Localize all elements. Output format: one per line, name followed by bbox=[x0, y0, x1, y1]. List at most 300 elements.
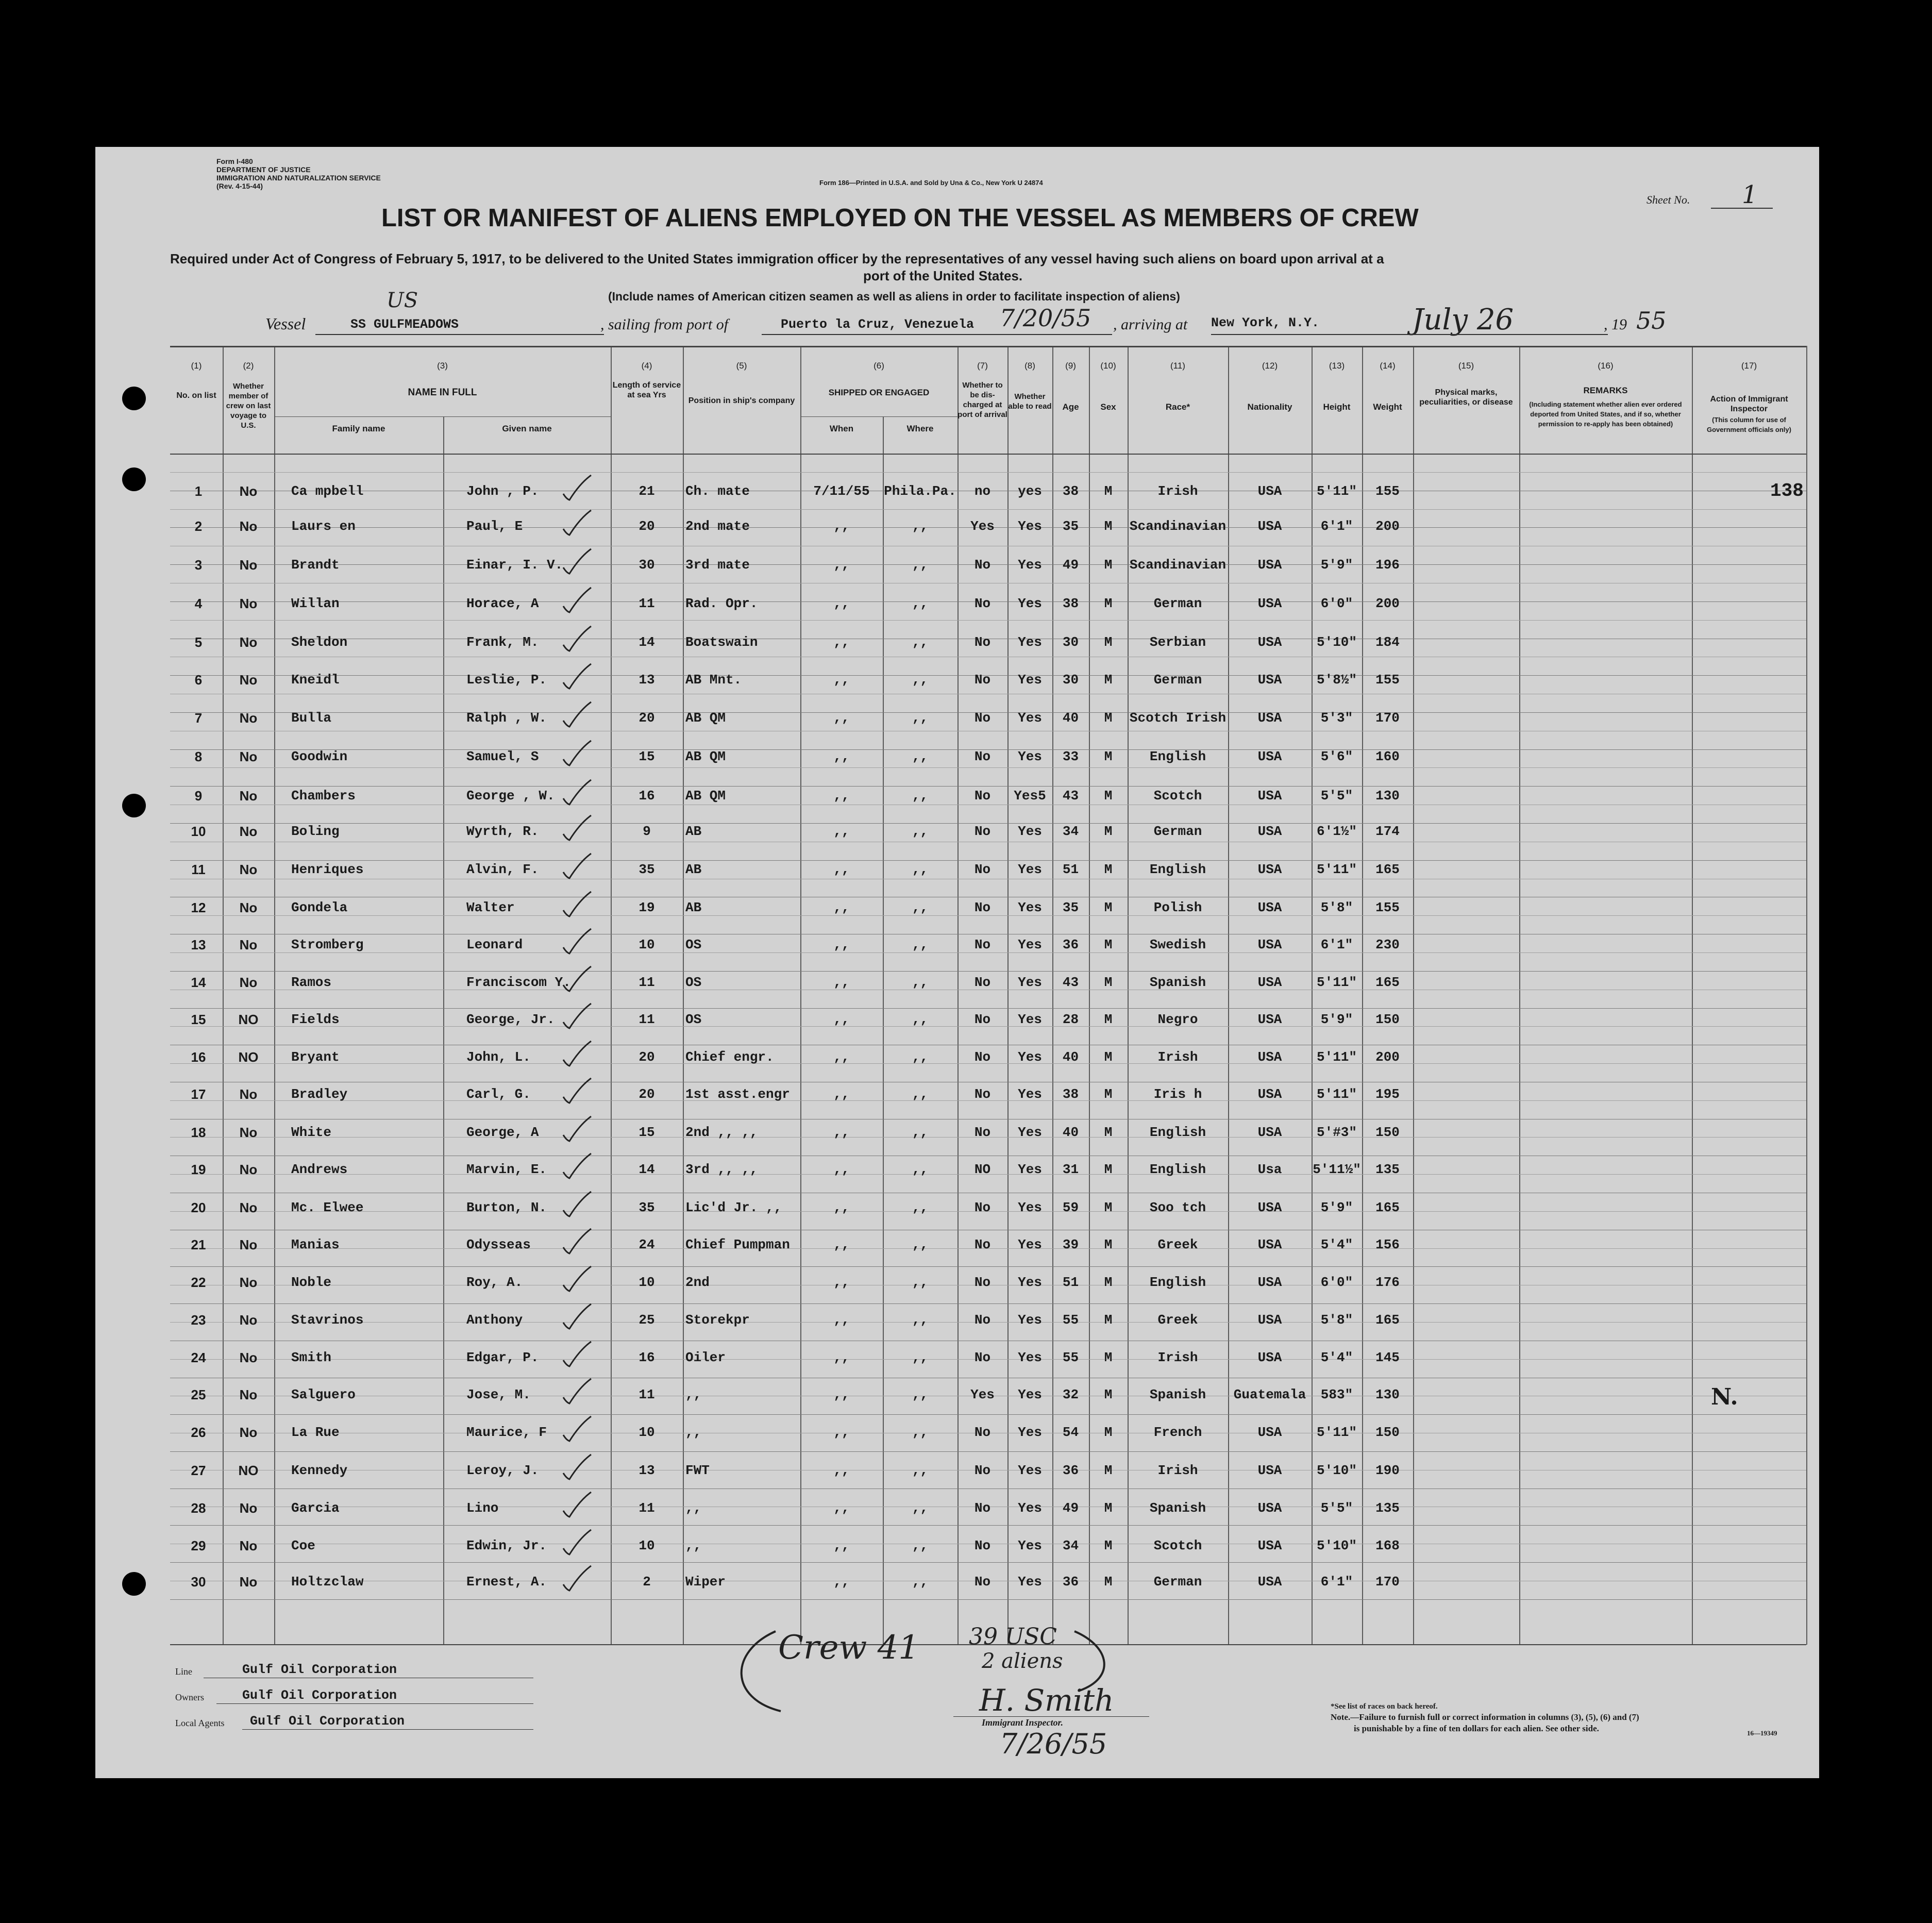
family-name: Boling bbox=[291, 824, 340, 839]
family-name: Noble bbox=[291, 1275, 332, 1290]
column-number: (10) bbox=[1100, 361, 1116, 371]
race: German bbox=[1153, 1574, 1202, 1590]
discharged: No bbox=[974, 1125, 991, 1140]
form-code: 16—19349 bbox=[1747, 1729, 1777, 1737]
discharged: No bbox=[974, 1012, 991, 1027]
sex: M bbox=[1104, 1200, 1113, 1215]
able-to-read: Yes bbox=[1018, 1275, 1042, 1290]
crew-last-voyage: No bbox=[239, 483, 258, 499]
row-rule bbox=[170, 1599, 1806, 1600]
check-mark-icon bbox=[559, 1452, 595, 1483]
age: 28 bbox=[1062, 1012, 1079, 1027]
shipped-where: ,, bbox=[912, 862, 929, 877]
shipped-where: ,, bbox=[912, 1500, 929, 1516]
check-mark-icon bbox=[559, 586, 595, 616]
sailing-label: , sailing from port of bbox=[600, 316, 729, 333]
row-rule bbox=[170, 860, 1806, 861]
race: Greek bbox=[1157, 1237, 1198, 1252]
discharged: No bbox=[974, 1574, 991, 1590]
able-to-read: Yes bbox=[1018, 1312, 1042, 1328]
col-header-family: Family name bbox=[332, 424, 385, 433]
form-subtitle-1: Required under Act of Congress of February 5, 1917, to be delivered to the United States immigration officer by the representatives of any vessel having such aliens on board upon arrival at a bbox=[170, 251, 1384, 266]
family-name: White bbox=[291, 1125, 332, 1140]
given-name: Leonard bbox=[466, 937, 523, 952]
shipped-when: ,, bbox=[833, 1162, 850, 1177]
crew-last-voyage: No bbox=[239, 710, 258, 726]
weight: 130 bbox=[1375, 788, 1400, 804]
service-years: 11 bbox=[639, 596, 655, 611]
sex: M bbox=[1104, 1387, 1113, 1402]
sex: M bbox=[1104, 1425, 1113, 1440]
column-rule bbox=[1228, 346, 1229, 1645]
family-name: La Rue bbox=[291, 1425, 340, 1440]
shipped-when: ,, bbox=[833, 710, 850, 726]
service-years: 11 bbox=[639, 1500, 655, 1516]
able-to-read: Yes bbox=[1018, 937, 1042, 952]
discharged: No bbox=[974, 557, 991, 573]
weight: 196 bbox=[1375, 557, 1400, 573]
signature-underline bbox=[953, 1716, 1149, 1717]
shipped-where: ,, bbox=[912, 1538, 929, 1553]
column-number: (6) bbox=[873, 361, 884, 371]
sex: M bbox=[1104, 937, 1113, 952]
weight: 165 bbox=[1375, 1312, 1400, 1328]
sex: M bbox=[1104, 1086, 1113, 1102]
weight: 156 bbox=[1375, 1237, 1400, 1252]
able-to-read: Yes bbox=[1018, 1350, 1042, 1365]
form-id-line: DEPARTMENT OF JUSTICE bbox=[216, 165, 311, 174]
sail-date: 7/20/55 bbox=[1000, 304, 1091, 332]
punch-hole bbox=[122, 794, 146, 817]
service-years: 2 bbox=[643, 1574, 651, 1590]
sex: M bbox=[1104, 1049, 1113, 1065]
column-rule bbox=[800, 346, 801, 1645]
nationality: USA bbox=[1257, 975, 1282, 990]
given-name: Wyrth, R. bbox=[466, 824, 539, 839]
sex: M bbox=[1104, 483, 1113, 499]
family-name: Laurs en bbox=[291, 519, 356, 534]
age: 31 bbox=[1062, 1162, 1079, 1177]
age: 49 bbox=[1062, 1500, 1079, 1516]
age: 38 bbox=[1062, 1086, 1079, 1102]
crew-last-voyage: NO bbox=[238, 1049, 259, 1065]
height: 5'6" bbox=[1320, 749, 1353, 764]
age: 49 bbox=[1062, 557, 1079, 573]
age: 39 bbox=[1062, 1237, 1079, 1252]
able-to-read: Yes bbox=[1018, 710, 1042, 726]
family-name: Sheldon bbox=[291, 634, 348, 650]
year-prefix: , 19 bbox=[1604, 316, 1627, 333]
check-mark-icon bbox=[559, 1302, 595, 1333]
given-name: Odysseas bbox=[466, 1237, 531, 1252]
discharged: No bbox=[974, 824, 991, 839]
shipped-when: ,, bbox=[833, 937, 850, 952]
crew-last-voyage: No bbox=[239, 1200, 258, 1215]
height: 5'8½" bbox=[1316, 672, 1357, 688]
col-header-race: Race* bbox=[1165, 402, 1190, 412]
position: OS bbox=[685, 937, 702, 952]
height: 5'9" bbox=[1320, 1012, 1353, 1027]
vessel-underline bbox=[315, 334, 604, 335]
age: 34 bbox=[1062, 824, 1079, 839]
column-number: (14) bbox=[1380, 361, 1396, 371]
nationality: USA bbox=[1257, 672, 1282, 688]
row-number: 29 bbox=[191, 1538, 206, 1553]
nationality: USA bbox=[1257, 1125, 1282, 1140]
check-mark-icon bbox=[559, 1001, 595, 1032]
col-header-height: Height bbox=[1323, 402, 1351, 412]
age: 36 bbox=[1062, 1463, 1079, 1478]
column-number: (2) bbox=[243, 361, 254, 371]
height: 5'10" bbox=[1316, 1463, 1357, 1478]
sex: M bbox=[1104, 1162, 1113, 1177]
check-mark-icon bbox=[559, 1264, 595, 1295]
column-number: (15) bbox=[1458, 361, 1474, 371]
shipped-where: ,, bbox=[912, 1237, 929, 1252]
column-number: (7) bbox=[977, 361, 988, 371]
height: 6'1" bbox=[1320, 1574, 1353, 1590]
crew-table bbox=[170, 346, 1806, 1645]
check-mark-icon bbox=[559, 662, 595, 693]
race: Soo tch bbox=[1149, 1200, 1206, 1215]
family-name: Kneidl bbox=[291, 672, 340, 688]
weight: 155 bbox=[1375, 672, 1400, 688]
crew-last-voyage: No bbox=[239, 788, 258, 804]
agents-value: Gulf Oil Corporation bbox=[250, 1714, 405, 1729]
shipped-where: ,, bbox=[912, 1125, 929, 1140]
position: 2nd ,, ,, bbox=[685, 1125, 758, 1140]
row-number: 23 bbox=[191, 1312, 206, 1328]
vessel-label: Vessel bbox=[265, 314, 306, 333]
crew-note: Crew 41 bbox=[778, 1629, 919, 1667]
given-name: John , P. bbox=[466, 483, 539, 499]
nationality: USA bbox=[1257, 519, 1282, 534]
sheet-underline bbox=[1711, 208, 1773, 209]
nationality: USA bbox=[1257, 634, 1282, 650]
row-rule bbox=[170, 1451, 1806, 1452]
race: Scotch bbox=[1153, 1538, 1202, 1553]
discharged: No bbox=[974, 710, 991, 726]
age: 38 bbox=[1062, 596, 1079, 611]
check-mark-icon bbox=[559, 778, 595, 809]
position: 2nd bbox=[685, 1275, 710, 1290]
shipped-when: ,, bbox=[833, 1538, 850, 1553]
crew-last-voyage: No bbox=[239, 1275, 258, 1290]
given-name: Edgar, P. bbox=[466, 1350, 539, 1365]
discharged: No bbox=[974, 975, 991, 990]
given-name: Paul, E bbox=[466, 519, 523, 534]
owners-label: Owners bbox=[175, 1692, 204, 1702]
discharged: No bbox=[974, 749, 991, 764]
weight: 165 bbox=[1375, 975, 1400, 990]
form-subtitle-2: port of the United States. bbox=[863, 268, 1023, 283]
check-mark-icon bbox=[559, 1340, 595, 1370]
form-title: LIST OR MANIFEST OF ALIENS EMPLOYED ON THE VESSEL AS MEMBERS OF CREW bbox=[381, 204, 1419, 232]
sex: M bbox=[1104, 672, 1113, 688]
sex: M bbox=[1104, 710, 1113, 726]
service-years: 10 bbox=[639, 1425, 655, 1440]
crew-last-voyage: No bbox=[239, 1086, 258, 1102]
height: 5'#3" bbox=[1316, 1125, 1357, 1140]
races-note: *See list of races on back hereof. bbox=[1331, 1702, 1438, 1711]
col-header-no: No. on list bbox=[176, 391, 216, 400]
race: Irish bbox=[1157, 483, 1198, 499]
able-to-read: Yes bbox=[1018, 596, 1042, 611]
given-name: George, Jr. bbox=[466, 1012, 555, 1027]
family-name: Goodwin bbox=[291, 749, 348, 764]
weight: 135 bbox=[1375, 1500, 1400, 1516]
check-mark-icon bbox=[559, 1227, 595, 1258]
weight: 168 bbox=[1375, 1538, 1400, 1553]
position: Storekpr bbox=[685, 1312, 750, 1328]
age: 35 bbox=[1062, 519, 1079, 534]
weight: 230 bbox=[1375, 937, 1400, 952]
shipped-when: ,, bbox=[833, 557, 850, 573]
race: Scotch bbox=[1153, 788, 1202, 804]
given-name: Jose, M. bbox=[466, 1387, 531, 1402]
nationality: Guatemala bbox=[1233, 1387, 1306, 1402]
race: Polish bbox=[1153, 900, 1202, 915]
able-to-read: Yes bbox=[1018, 1387, 1042, 1402]
port-from: Puerto la Cruz, Venezuela bbox=[781, 317, 975, 332]
service-years: 35 bbox=[639, 862, 655, 877]
check-mark-icon bbox=[559, 1114, 595, 1145]
race: Negro bbox=[1157, 1012, 1198, 1027]
weight: 165 bbox=[1375, 862, 1400, 877]
punch-hole bbox=[122, 467, 146, 491]
row-rule bbox=[170, 1562, 1806, 1563]
service-years: 30 bbox=[639, 557, 655, 573]
port-to: New York, N.Y. bbox=[1211, 315, 1320, 330]
weight: 165 bbox=[1375, 1200, 1400, 1215]
row-number: 14 bbox=[191, 975, 206, 990]
row-rule bbox=[170, 915, 1806, 916]
sex: M bbox=[1104, 1350, 1113, 1365]
sex: M bbox=[1104, 749, 1113, 764]
service-years: 24 bbox=[639, 1237, 655, 1252]
crew-last-voyage: No bbox=[239, 1350, 258, 1365]
check-mark-icon bbox=[559, 851, 595, 882]
height: 5'11" bbox=[1316, 1086, 1357, 1102]
able-to-read: Yes bbox=[1018, 1012, 1042, 1027]
shipped-when: ,, bbox=[833, 1200, 850, 1215]
discharged: No bbox=[974, 672, 991, 688]
shipped-where: ,, bbox=[912, 1463, 929, 1478]
column-rule bbox=[1007, 346, 1009, 1645]
position: Chief engr. bbox=[685, 1049, 774, 1065]
row-number: 8 bbox=[194, 749, 203, 764]
crew-last-voyage: NO bbox=[238, 1463, 259, 1478]
check-mark-icon bbox=[559, 508, 595, 539]
shipped-when: ,, bbox=[833, 749, 850, 764]
check-mark-icon bbox=[559, 739, 595, 770]
crew-last-voyage: No bbox=[239, 1162, 258, 1177]
shipped-when: ,, bbox=[833, 900, 850, 915]
height: 5'11½" bbox=[1313, 1162, 1361, 1177]
service-years: 11 bbox=[639, 1012, 655, 1027]
service-years: 25 bbox=[639, 1312, 655, 1328]
crew-last-voyage: No bbox=[239, 1237, 258, 1252]
family-name: Ca mpbell bbox=[291, 483, 364, 499]
race: German bbox=[1153, 596, 1202, 611]
position: Lic'd Jr. ,, bbox=[685, 1200, 782, 1215]
row-number: 3 bbox=[194, 557, 203, 573]
able-to-read: Yes bbox=[1018, 1463, 1042, 1478]
check-mark-icon bbox=[559, 1190, 595, 1220]
age: 51 bbox=[1062, 1275, 1079, 1290]
height: 5'8" bbox=[1320, 1312, 1353, 1328]
age: 43 bbox=[1062, 975, 1079, 990]
service-years: 20 bbox=[639, 519, 655, 534]
arrival-year: 55 bbox=[1636, 307, 1667, 335]
nationality: USA bbox=[1257, 824, 1282, 839]
shipped-where: ,, bbox=[912, 749, 929, 764]
service-years: 10 bbox=[639, 937, 655, 952]
weight: 200 bbox=[1375, 596, 1400, 611]
port-to-underline bbox=[1211, 334, 1608, 335]
col-header-given: Given name bbox=[502, 424, 552, 433]
row-number: 27 bbox=[191, 1463, 206, 1478]
col-header-when: When bbox=[829, 424, 854, 433]
race: Scotch Irish bbox=[1129, 710, 1227, 726]
row-number: 24 bbox=[191, 1350, 206, 1365]
race: English bbox=[1149, 749, 1206, 764]
height: 5'3" bbox=[1320, 710, 1353, 726]
age: 40 bbox=[1062, 710, 1079, 726]
family-name: Stromberg bbox=[291, 937, 364, 952]
column-rule bbox=[1806, 346, 1807, 1645]
discharged: No bbox=[974, 862, 991, 877]
shipped-where: ,, bbox=[912, 710, 929, 726]
position: Ch. mate bbox=[685, 483, 750, 499]
check-mark-icon bbox=[559, 547, 595, 578]
age: 55 bbox=[1062, 1312, 1079, 1328]
given-name: Horace, A bbox=[466, 596, 539, 611]
age: 30 bbox=[1062, 672, 1079, 688]
nationality: USA bbox=[1257, 483, 1282, 499]
col-header-action: Action of Immigrant Inspector bbox=[1710, 395, 1788, 413]
shipped-where: ,, bbox=[912, 1049, 929, 1065]
sex: M bbox=[1104, 1275, 1113, 1290]
family-name: Willan bbox=[291, 596, 340, 611]
column-number: (12) bbox=[1262, 361, 1278, 371]
able-to-read: Yes bbox=[1018, 557, 1042, 573]
row-rule bbox=[170, 620, 1806, 621]
height: 6'1" bbox=[1320, 519, 1353, 534]
position: ,, bbox=[685, 1500, 702, 1516]
position: Chief Pumpman bbox=[685, 1237, 790, 1252]
weight: 195 bbox=[1375, 1086, 1400, 1102]
shipped-when: 7/11/55 bbox=[813, 483, 870, 499]
service-years: 20 bbox=[639, 1049, 655, 1065]
row-number: 7 bbox=[194, 710, 203, 726]
nationality: USA bbox=[1257, 1237, 1282, 1252]
column-rule bbox=[683, 346, 684, 1645]
column-number: (4) bbox=[641, 361, 652, 371]
port-from-underline bbox=[762, 334, 1112, 335]
discharged: No bbox=[974, 634, 991, 650]
family-name: Kennedy bbox=[291, 1463, 348, 1478]
nationality: USA bbox=[1257, 1275, 1282, 1290]
crew-last-voyage: NO bbox=[238, 1012, 259, 1027]
able-to-read: Yes bbox=[1018, 1425, 1042, 1440]
column-number: (1) bbox=[191, 361, 202, 371]
nationality: USA bbox=[1257, 1463, 1282, 1478]
position: AB bbox=[685, 900, 702, 915]
crew-last-voyage: No bbox=[239, 1425, 258, 1440]
column-number: (3) bbox=[437, 361, 448, 371]
discharged: No bbox=[974, 1425, 991, 1440]
shipped-where: ,, bbox=[912, 634, 929, 650]
height: 5'8" bbox=[1320, 900, 1353, 915]
nationality: USA bbox=[1257, 900, 1282, 915]
height: 5'5" bbox=[1320, 788, 1353, 804]
sex: M bbox=[1104, 862, 1113, 877]
nationality: USA bbox=[1257, 1425, 1282, 1440]
family-name: Brandt bbox=[291, 557, 340, 573]
service-years: 16 bbox=[639, 788, 655, 804]
family-name: Manias bbox=[291, 1237, 340, 1252]
age: 40 bbox=[1062, 1049, 1079, 1065]
col-header-position: Position in ship's company bbox=[688, 396, 795, 405]
row-rule bbox=[274, 416, 611, 417]
given-name: Alvin, F. bbox=[466, 862, 539, 877]
family-name: Bradley bbox=[291, 1086, 348, 1102]
sex: M bbox=[1104, 1012, 1113, 1027]
weight: 130 bbox=[1375, 1387, 1400, 1402]
shipped-where: ,, bbox=[912, 1312, 929, 1328]
nationality: USA bbox=[1257, 1350, 1282, 1365]
line-value: Gulf Oil Corporation bbox=[242, 1662, 397, 1677]
service-years: 14 bbox=[639, 1162, 655, 1177]
row-number: 20 bbox=[191, 1200, 206, 1215]
row-rule bbox=[170, 454, 1806, 455]
check-mark-icon bbox=[559, 1377, 595, 1408]
owners-value: Gulf Oil Corporation bbox=[242, 1688, 397, 1703]
column-rule bbox=[1519, 346, 1520, 1645]
race: English bbox=[1149, 862, 1206, 877]
nationality: USA bbox=[1257, 557, 1282, 573]
discharged: No bbox=[974, 1086, 991, 1102]
sex: M bbox=[1104, 1312, 1113, 1328]
family-name: Fields bbox=[291, 1012, 340, 1027]
crew-last-voyage: No bbox=[239, 749, 258, 764]
check-mark-icon bbox=[559, 1490, 595, 1521]
discharged: No bbox=[974, 900, 991, 915]
position: FWT bbox=[685, 1463, 710, 1478]
discharged: Yes bbox=[970, 1387, 995, 1402]
family-name: Bulla bbox=[291, 710, 332, 726]
nationality: USA bbox=[1257, 1049, 1282, 1065]
shipped-when: ,, bbox=[833, 788, 850, 804]
service-years: 13 bbox=[639, 672, 655, 688]
discharged: No bbox=[974, 1350, 991, 1365]
sex: M bbox=[1104, 1500, 1113, 1516]
able-to-read: Yes bbox=[1018, 519, 1042, 534]
form-id-line: Form I-480 bbox=[216, 157, 253, 165]
weight: 170 bbox=[1375, 1574, 1400, 1590]
discharged: No bbox=[974, 1237, 991, 1252]
given-name: Leroy, J. bbox=[466, 1463, 539, 1478]
column-rule bbox=[1692, 346, 1693, 1645]
line-label: Line bbox=[175, 1666, 192, 1677]
shipped-where: Phila.Pa. bbox=[884, 483, 956, 499]
col-header-name: NAME IN FULL bbox=[408, 387, 477, 398]
age: 51 bbox=[1062, 862, 1079, 877]
able-to-read: Yes bbox=[1018, 900, 1042, 915]
race: English bbox=[1149, 1275, 1206, 1290]
shipped-where: ,, bbox=[912, 1162, 929, 1177]
